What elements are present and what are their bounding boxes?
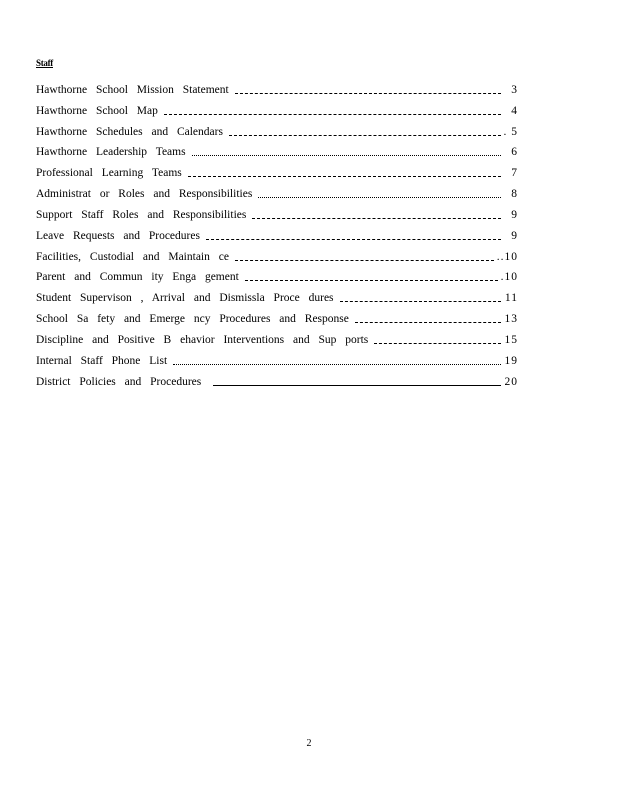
toc-entry-page: 7 <box>511 167 518 180</box>
toc-entry-page: 15 <box>504 333 518 346</box>
toc-entry <box>36 159 518 180</box>
toc-entry <box>36 201 518 222</box>
toc-leader <box>229 135 501 136</box>
toc-entry-title: Professional Learning Teams <box>36 167 182 180</box>
toc-leader <box>258 197 501 198</box>
toc-entry <box>36 97 518 118</box>
toc-entry <box>36 347 518 368</box>
toc-entry-title: Administrat or Roles and Responsibilities <box>36 188 253 201</box>
toc-leader <box>355 322 501 323</box>
section-heading: Staff <box>36 58 53 68</box>
toc-entry <box>36 139 518 160</box>
toc-entry <box>36 243 518 264</box>
toc-entry-page: . 5 <box>503 125 518 138</box>
toc-entry <box>36 326 518 347</box>
toc-entry-page: 9 <box>511 229 518 242</box>
toc-entry-page: 11 <box>504 292 518 305</box>
toc-entry <box>36 222 518 243</box>
toc-entry-title: Hawthorne Schedules and Calendars <box>36 125 223 138</box>
toc-entry-title: Hawthorne School Mission Statement <box>36 83 229 96</box>
toc-entry <box>36 264 518 285</box>
toc-entry-title: Internal Staff Phone List <box>36 354 168 367</box>
toc-leader <box>340 301 501 302</box>
toc-entry-page: .10 <box>500 271 518 284</box>
toc-entry-page: 6 <box>511 146 518 159</box>
toc-entry-title: Facilities, Custodial and Maintain ce <box>36 250 229 263</box>
toc-leader <box>213 385 501 386</box>
table-of-contents <box>36 76 518 389</box>
toc-leader <box>235 93 501 94</box>
toc-entry <box>36 76 518 97</box>
toc-entry-title: Hawthorne Leadership Teams <box>36 146 186 159</box>
toc-entry-page: 19 <box>504 354 518 367</box>
toc-leader <box>206 239 501 240</box>
toc-entry-page: 8 <box>511 188 518 201</box>
toc-entry-page: ..10 <box>496 250 518 263</box>
toc-entry-title: Support Staff Roles and Responsibilities <box>36 208 247 221</box>
toc-leader <box>235 260 494 261</box>
toc-leader <box>245 280 498 281</box>
toc-entry-page: 9 <box>511 208 518 221</box>
page-number: 2 <box>306 738 312 749</box>
toc-entry <box>36 118 518 139</box>
toc-entry-title: Parent and Commun ity Enga gement <box>36 271 239 284</box>
toc-entry-page: 3 <box>511 83 518 96</box>
toc-entry-title: Hawthorne School Map <box>36 104 158 117</box>
toc-leader <box>192 155 501 156</box>
toc-entry <box>36 368 518 389</box>
toc-entry-page: 4 <box>511 104 518 117</box>
toc-entry <box>36 284 518 305</box>
toc-entry-title: Student Supervison , Arrival and Dismissla Proce dures <box>36 292 334 305</box>
toc-leader <box>252 218 501 219</box>
toc-entry-title: School Sa fety and Emerge ncy Procedures and Response <box>36 313 349 326</box>
toc-entry <box>36 305 518 326</box>
toc-entry-title: District Policies and Procedures <box>36 375 202 388</box>
toc-leader <box>188 176 501 177</box>
toc-leader <box>374 343 501 344</box>
toc-entry-title: Leave Requests and Procedures <box>36 229 200 242</box>
toc-leader <box>173 364 501 365</box>
toc-entry-title: Discipline and Positive B ehavior Interventions and Sup ports <box>36 333 369 346</box>
toc-leader <box>164 114 501 115</box>
toc-entry <box>36 180 518 201</box>
toc-entry-page: 20 <box>504 375 518 388</box>
toc-entry-page: 13 <box>504 313 518 326</box>
